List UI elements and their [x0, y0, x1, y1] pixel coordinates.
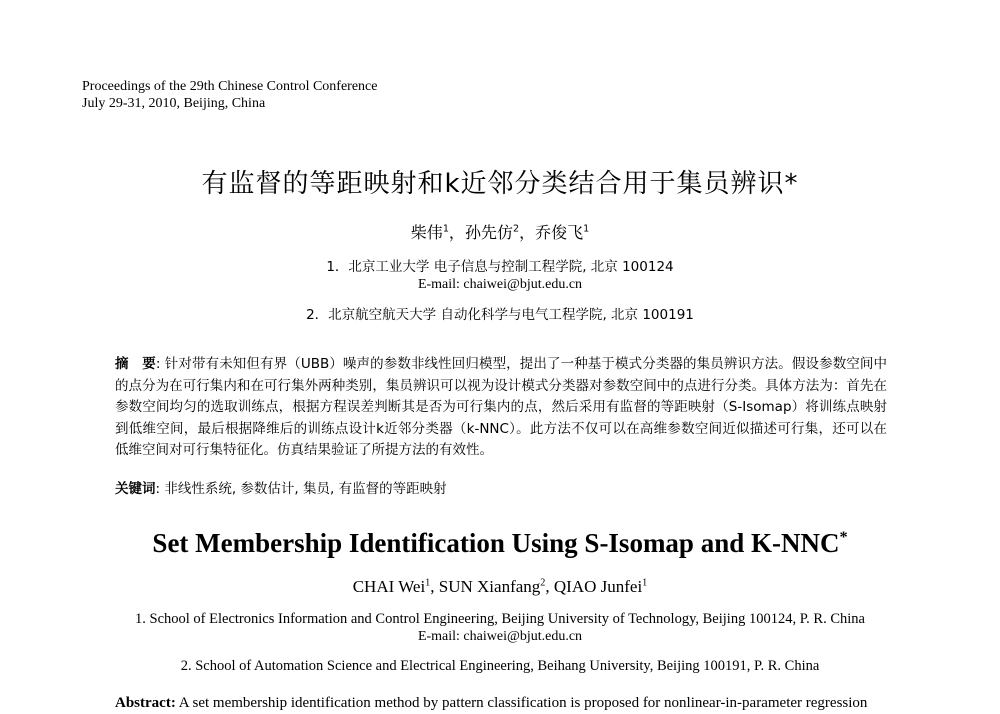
author-separator: ，: [448, 223, 465, 242]
chinese-authors: [0, 223, 1000, 243]
chinese-email[interactable]: E-mail: chaiwei@bjut.edu.cn: [417, 277, 583, 292]
english-authors: [0, 576, 1000, 598]
english-abstract: [115, 694, 895, 713]
chinese-abstract: [115, 354, 887, 462]
author-name: CHAI Wei: [352, 577, 426, 596]
author-name: 孙先仿: [464, 223, 513, 242]
english-email[interactable]: E-mail: chaiwei@bjut.edu.cn: [417, 629, 583, 644]
chinese-affiliation-1: 1．北京工业大学 电子信息与控制工程学院, 北京 100124: [326, 259, 674, 275]
chinese-title: 有监督的等距映射和k近邻分类结合用于集员辨识*: [201, 169, 799, 199]
author-affiliation-mark: 1: [425, 577, 431, 589]
chinese-abstract-label: 摘 要: [115, 356, 156, 372]
author-name: QIAO Junfei: [553, 577, 643, 596]
conference-date-location: July 29-31, 2010, Beijing, China: [82, 96, 266, 111]
author-separator: ，: [519, 223, 536, 242]
conference-name: Proceedings of the 29th Chinese Control Conference: [82, 79, 378, 94]
title-footnote-mark: *: [839, 528, 848, 546]
english-affiliation-2: 2. School of Automation Science and Electrical Engineering, Beihang University, Beijing 100191, P. R. China: [180, 658, 820, 674]
chinese-keywords-text: : 非线性系统, 参数估计, 集员, 有监督的等距映射: [155, 481, 447, 497]
author-name: 柴伟: [410, 223, 443, 242]
english-title: [0, 526, 1000, 560]
author-affiliation-mark: 1: [442, 223, 449, 235]
author-affiliation-mark: 1: [642, 577, 648, 589]
chinese-keywords: [115, 479, 887, 499]
english-abstract-label: Abstract:: [115, 695, 176, 711]
english-affiliation-1: 1. School of Electronics Information and Control Engineering, Beijing University of Technology, Beijing 100124, P. R. China: [135, 611, 865, 627]
chinese-keywords-label: 关键词: [115, 481, 156, 497]
author-affiliation-mark: 2: [512, 223, 520, 235]
chinese-affiliation-2: 2．北京航空航天大学 自动化科学与电气工程学院, 北京 100191: [306, 307, 694, 323]
author-name: 乔俊飞: [535, 223, 584, 242]
english-title-text: Set Membership Identification Using S-Isomap and K-NNC: [152, 528, 840, 558]
author-separator: ,: [545, 577, 554, 596]
english-abstract-text: A set membership identification method by pattern classification is proposed for nonlinear-in-parameter regression: [175, 695, 868, 711]
author-separator: ,: [430, 577, 439, 596]
author-name: SUN Xianfang: [438, 577, 541, 596]
chinese-abstract-text: : 针对带有未知但有界（UBB）噪声的参数非线性回归模型，提出了一种基于模式分类器的集员辨识方法。假设参数空间中的点分为在可行集内和在可行集外两种类别，集员辨识可以视为设计模式分类器对参数空间中的点进行分类。具体方法为：首先在参数空间均匀的选取训练点，根据方程误差判断其是否为可行集内的点，然后采用有监督的等距映射（S-Isomap）将训练点映射到低维空间，最后根据降维后的训练点设计k近邻分类器（k-NNC）。此方法不仅可以在高维参数空间近似描述可行集，还可以在低维空间对可行集特征化。仿真结果验证了所提方法的有效性。: [115, 356, 888, 458]
author-affiliation-mark: 2: [540, 577, 546, 589]
author-affiliation-mark: 1: [583, 223, 590, 235]
